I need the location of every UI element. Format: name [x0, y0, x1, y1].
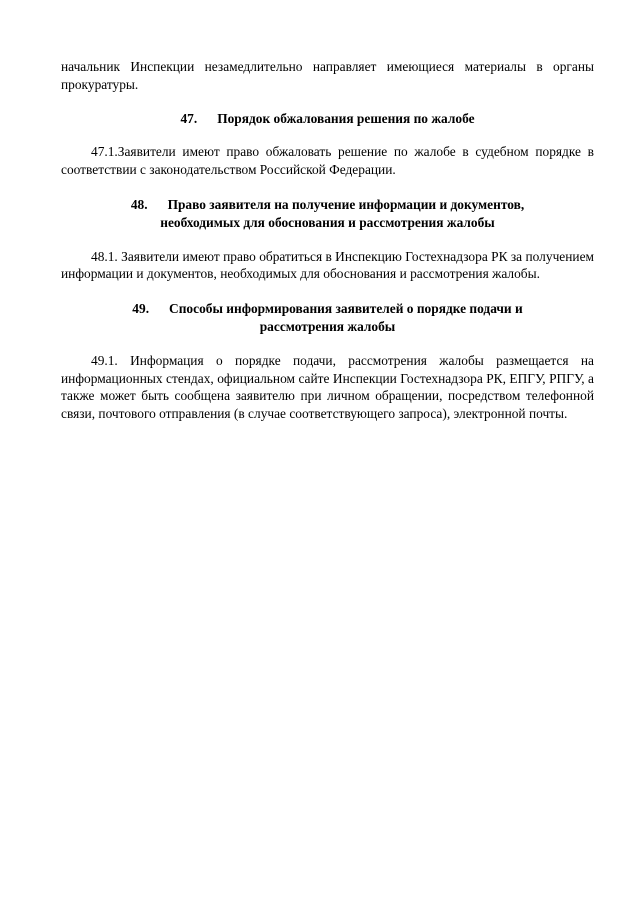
section-49-paragraph: 49.1. Информация о порядке подачи, рассмотрения жалобы размещается на информационных стендах, официальном сайте Инспекции Гостехнадзора РК, ЕПГУ, РПГУ, а также может быть сообщена заявителю при личном обращении, посредством телефонной связи, почтового отправления (в случае соответствующего запроса), электронной почты.: [61, 352, 594, 422]
continuation-paragraph: начальник Инспекции незамедлительно направляет имеющиеся материалы в органы прокуратуры.: [61, 59, 594, 92]
section-48-number: 48.: [130, 196, 148, 212]
section-48-heading: [61, 196, 594, 232]
section-49-number: 49.: [132, 301, 150, 317]
section-48-title-line-2: необходимых для обоснования и рассмотрения жалобы: [160, 214, 495, 230]
section-47-heading: [61, 110, 594, 128]
section-49-title-line-1: Способы информирования заявителей о порядке подачи и: [169, 301, 523, 317]
section-47-number: 47.: [180, 110, 198, 126]
section-49-heading: [61, 300, 594, 336]
section-47-title: Порядок обжалования решения по жалобе: [217, 110, 475, 126]
document-page: [61, 58, 594, 423]
section-47-paragraph: 47.1.Заявители имеют право обжаловать решение по жалобе в судебном порядке в соответствии с законодательством Российской Федерации.: [61, 144, 594, 178]
section-49-title-line-2: рассмотрения жалобы: [259, 318, 396, 334]
section-48-title-line-1: Право заявителя на получение информации и документов,: [167, 196, 525, 212]
section-48-paragraph: 48.1. Заявители имеют право обратиться в Инспекцию Гостехнадзора РК за получением информации и документов, необходимых для обоснования и рассмотрения жалобы.: [61, 248, 594, 282]
